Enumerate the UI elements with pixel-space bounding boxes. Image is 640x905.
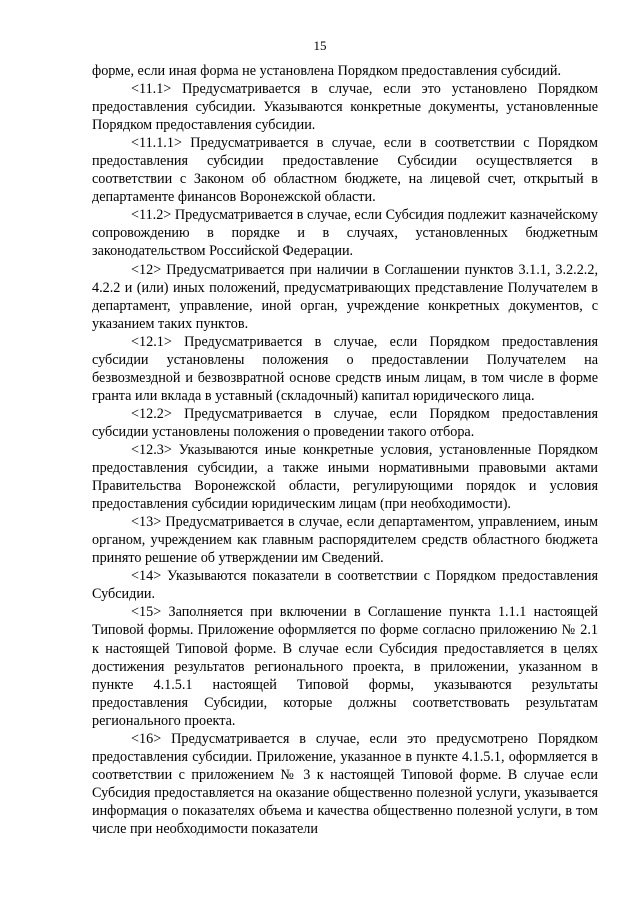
footnote-11-2: <11.2> Предусматривается в случае, если Субсидия подлежит казначейскому сопровождению в порядке и в случаях, установленных бюджетным законодательством Российской Федерации.: [92, 207, 598, 260]
footnote-14: <14> Указываются показатели в соответствии с Порядком предоставления Субсидии.: [92, 568, 598, 603]
page-number: 15: [313, 38, 327, 53]
footnote-11-1: <11.1> Предусматривается в случае, если это установлено Порядком предоставления субсидии. Указываются конкретные документы, установленные Порядком предоставления субсидии.: [92, 81, 598, 134]
footnote-16: <16> Предусматривается в случае, если это предусмотрено Порядком предоставления субсидии. Приложение, указанное в пункте 4.1.5.1, оформляется в соответствии с приложением № 3 к настоящей Типовой форме. В случае если Субсидия предоставляется на оказание общественно полезной услуги, указывается информация о показателях объема и качества общественно полезной услуги, в том числе при необходимости показатели: [92, 730, 598, 837]
footnote-12: <12> Предусматривается при наличии в Соглашении пунктов 3.1.1, 3.2.2.2, 4.2.2 и (или) иных положений, предусматривающих представление Получателем в департамент, управление, иной орган, учреждение конкретных документов, с указанием таких пунктов.: [92, 261, 598, 332]
footnote-11-1-1: <11.1.1> Предусматривается в случае, если в соответствии с Порядком предоставления субсидии предоставление Субсидии осуществляется в соответствии с Законом об областном бюджете, на лицевой счет, открытый в департаменте финансов Воронежской области.: [92, 135, 598, 206]
footnote-12-3: <12.3> Указываются иные конкретные условия, установленные Порядком предоставления субсидии, а также иными нормативными правовыми актами Правительства Воронежской области, регулирующими порядок и условия предоставления субсидии юридическим лицам (при необходимости).: [92, 441, 598, 513]
paragraph-continuation: форме, если иная форма не установлена Порядком предоставления субсидий.: [92, 63, 562, 79]
footnote-13: <13> Предусматривается в случае, если департаментом, управлением, иным органом, учреждением как главным распорядителем средств областного бюджета принято решение об утверждении им Сведений.: [92, 514, 598, 567]
footnote-12-2: <12.2> Предусматривается в случае, если Порядком предоставления субсидии установлены положения о проведении такого отбора.: [92, 405, 598, 440]
footnote-15: <15> Заполняется при включении в Соглашение пункта 1.1.1 настоящей Типовой формы. Приложение оформляется по форме согласно приложению № 2.1 к настоящей Типовой форме. В случае если Субсидия предоставляется в целях достижения результатов регионального проекта, в приложении, указанном в пункте 4.1.5.1 настоящей Типовой формы, указываются результаты предоставления Субсидии, которые должны соответствовать результатам регионального проекта.: [92, 604, 598, 729]
document-body: [92, 62, 598, 838]
footnote-12-1: <12.1> Предусматривается в случае, если Порядком предоставления субсидии установлены положения о предоставлении Получателем на безвозмездной и безвозвратной основе средств иным лицам, в том числе в форме гранта или вклада в уставный (складочный) капитал юридического лица.: [92, 333, 598, 404]
